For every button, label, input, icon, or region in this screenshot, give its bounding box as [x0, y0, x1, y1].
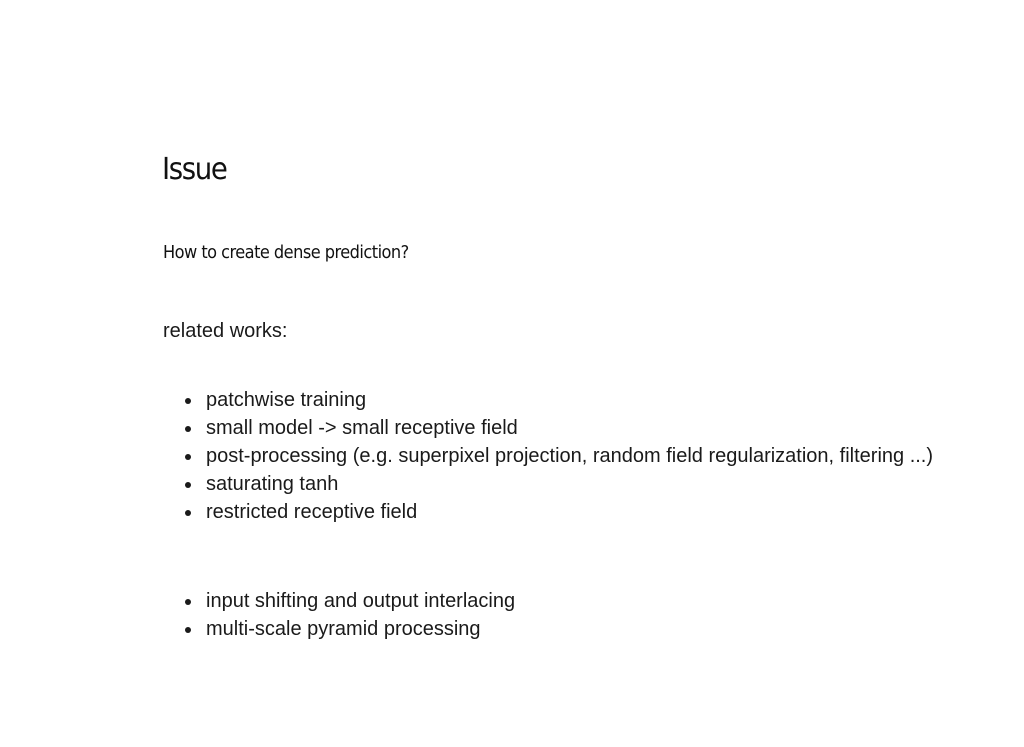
- list-item: saturating tanh: [206, 470, 956, 498]
- techniques-list: [163, 587, 956, 643]
- list-item: post-processing (e.g. superpixel projection, random field regularization, filtering ...): [206, 442, 956, 470]
- list-item: restricted receptive field: [206, 498, 956, 526]
- list-item: small model -> small receptive field: [206, 414, 956, 442]
- list-item: patchwise training: [206, 386, 956, 414]
- list-item: multi-scale pyramid processing: [206, 615, 956, 643]
- intro-text: related works:: [163, 320, 288, 342]
- slide-subtitle: How to create dense prediction?: [163, 242, 409, 263]
- list-item: input shifting and output interlacing: [206, 587, 956, 615]
- slide-title: Issue: [162, 152, 227, 187]
- related-works-list: [163, 386, 956, 526]
